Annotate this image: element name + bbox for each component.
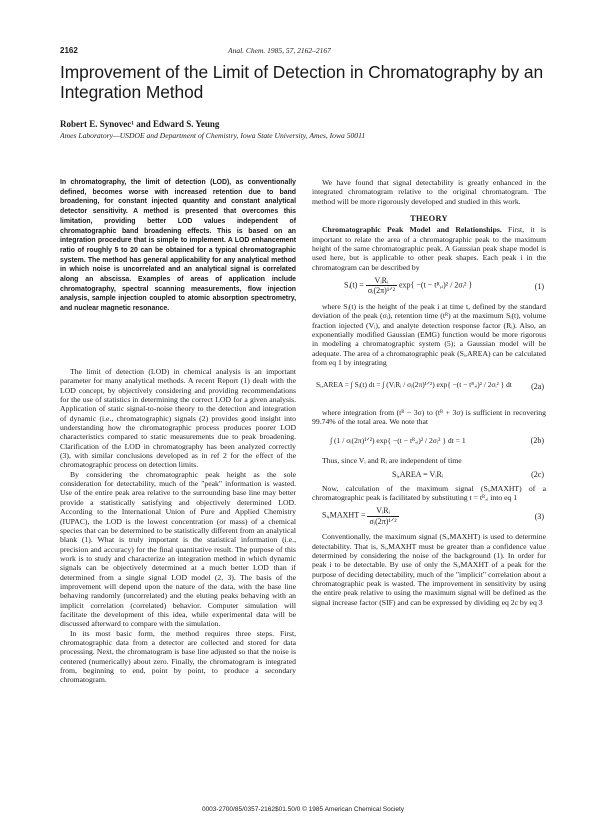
equation-2b: ∫ (1 / σᵢ(2π)¹ᐟ²) exp{ −(t − tᴿ,ᵢ)² / 2σᵢ² } dt = 1 (2b) — [330, 436, 544, 446]
equation-number: (1) — [534, 282, 544, 292]
equation-number: (2a) — [531, 381, 544, 391]
equation-2a: Sᵢ,AREA = ∫ Sᵢ(t) dt = ∫ (VᵢRᵢ / σᵢ(2π)¹ᐟ²) exp{ −(t − tᴿ,ᵢ)² / 2σᵢ² } dt (2a) — [316, 379, 544, 391]
article-title: Improvement of the Limit of Detection in Chromatography by an Integration Method — [60, 62, 544, 102]
body-paragraph: The limit of detection (LOD) in chemical analysis is an important parameter for many analytical methods. A recent Report (1) dealt with the LOD concept, by objectively considering and providing recommendations for the use of statistics in determining the correct LOD for a given analysis. Application of static signal-to-noise theory to the detection and integration of dynamic (i.e., chromatographic) signals (2) provides good insight into understanding how the chromatographic process produces poorer LOD characteristics compared to static measurements due to peak broadening. Clarification of the LOD in chromatography has been analyzed correctly (3), with similar conclusions developed as in ref 2 for the effect of the chromatographic process on detection limits. — [60, 367, 296, 470]
theory-paragraph: where integration from (tᴿ − 3σ) to (tᴿ + 3σ) is sufficient in recovering 99.74% of the total area. We note that — [312, 407, 546, 426]
equation-number: (3) — [534, 512, 544, 522]
equation-1: Sᵢ(t) = $\frac{\text{VᵢRᵢ}}{\text{σᵢ(2π)¹ᐟ²}}$ exp{ −(t − tᴿ,ᵢ)² / 2σᵢ² } (1) — [344, 276, 544, 296]
equation-3: Sᵢ,MAXHT = $\frac{\text{VᵢRᵢ}}{\text{σᵢ(2π)¹ᐟ²}}$ (3) — [322, 506, 544, 526]
section-heading-theory: THEORY — [410, 214, 448, 224]
intro-paragraph: We have found that signal detectability is greatly enhanced in the integrated chromatogram relative to the original chromatogram. The method will be more rigorously developed and studied in this work. — [312, 178, 546, 206]
theory-paragraph: Conventionally, the maximum signal (Sᵢ,MAXHT) is used to determine detectability. That is, Sᵢ,MAXHT must be greater than a confidence value determined by considering the noise of the background (1). In order for peak i to be detectable. By use of only the Sᵢ,MAXHT of a peak for the purpose of deciding detectability, much of the "implicit" correlation about a chromatographic peak is wasted. The improvement in sensitivity by using the entire peak relative to using the maximum signal will be defined as the signal increase factor (SIF) and can be expressed by dividing eq 2c by eq 3 — [312, 532, 546, 607]
right-column — [312, 178, 546, 607]
theory-paragraph: Chromatographic Peak Model and Relationships. First, it is important to relate the area of a chromatographic peak to the maximum height of the same chromatographic peak. A Gaussian peak shape model is used here, but is applicable to other peak shapes. Each peak i in the chromatogram can be described by — [312, 225, 547, 272]
equation-number: (2b) — [530, 436, 544, 446]
theory-paragraph: Thus, since Vᵢ and Rᵢ are independent of time — [322, 456, 462, 466]
left-column-body — [60, 367, 296, 685]
copyright-footer: 0003-2700/85/0357-2162$01.50/0 © 1985 American Chemical Society — [201, 806, 405, 813]
body-paragraph: By considering the chromatographic peak height as the sole consideration for detectability, much of the "peak" information is wasted. Use of the entire peak area relative to the surrounding base line may better provide a statistically satisfying and objectively determined LOD. According to the International Union of Pure and Applied Chemistry (IUPAC), the LOD is the lowest concentration (or mass) of a chemical species that can be determined to be statistically different from an analytical blank (1). What is truly important is the statistical information (i.e., precision and accuracy) for the final quantitative result. The purpose of this work is to study and characterize an integration method in which dynamic signals can be objectively determined at a much better LOD than if determined from a single signal LOD model (2, 3). The basis of the improvement will depend upon the nature of the data, with the base line behaving randomly (uncorrelated) and the eluting peaks behaving with an implicit correlation (correlated) behavior. Computer simulation will facilitate the development of this idea, while experimental data will be discussed afterward to compare with the simulation. — [60, 469, 296, 629]
body-paragraph: In its most basic form, the method requires three steps. First, chromatographic data from a detector are collected and stored for data processing. Next, the chromatogram is base line adjusted so that the noise is centered (numerically) about zero. Finally, the chromatogram is integrated from, beginning to end, point by point, to produce a secondary chromatogram. — [60, 628, 296, 685]
subsection-heading: Chromatographic Peak Model and Relationships. — [322, 225, 502, 235]
affiliation: Ames Laboratory—USDOE and Department of Chemistry, Iowa State University, Ames, Iowa 50011 — [60, 131, 366, 140]
authors: Robert E. Synovec¹ and Edward S. Yeung — [60, 119, 220, 129]
equation-2c: Sᵢ,AREA = VᵢRᵢ (2c) — [392, 469, 544, 479]
page-number: 2162 — [60, 46, 78, 55]
abstract: In chromatography, the limit of detection (LOD), as conventionally defined, becomes worse with increased retention due to band broadening, for constant injected quantity and constant analytical detector sensitivity. A method is presented that overcomes this limitation, providing better LOD values independent of chromatographic band broadening effects. This is based on an integration procedure that is simple to implement. A LOD enhancement ratio of roughly 5 to 20 can be obtained for a typical chromatographic system. The method has general applicability for any analytical method in which noise is uncorrelated and an analytical signal is correlated along an abscissa. Examples of areas of application include chromatography, spectral scanning measurements, flow injection analysis, sample injection coupled to atomic absorption spectrometry, and nuclear magnetic resonance. — [60, 179, 296, 313]
equation-number: (2c) — [531, 469, 544, 479]
theory-paragraph: Now, calculation of the maximum signal (Sᵢ,MAXHT) of a chromatographic peak is facilitated by substituting t = tᴿ,ᵢ into eq 1 — [312, 483, 546, 502]
theory-paragraph: where Sᵢ(t) is the height of the peak i at time t, defined by the standard deviation of the peak (σᵢ), retention time (tᴿ) at the maximum Sᵢ(t), volume fraction injected (Vᵢ), and analyte detection response factor (Rᵢ). Also, an exponentially modified Gaussian (EMG) function would be more rigorous in modeling a chromatographic system (5); a Gaussian model will be adequate. The area of a chromatographic peak (Sᵢ,AREA) can be calculated from eq 1 by integrating — [312, 302, 546, 368]
journal-citation: Anal. Chem. 1985, 57, 2162–2167 — [228, 46, 331, 55]
